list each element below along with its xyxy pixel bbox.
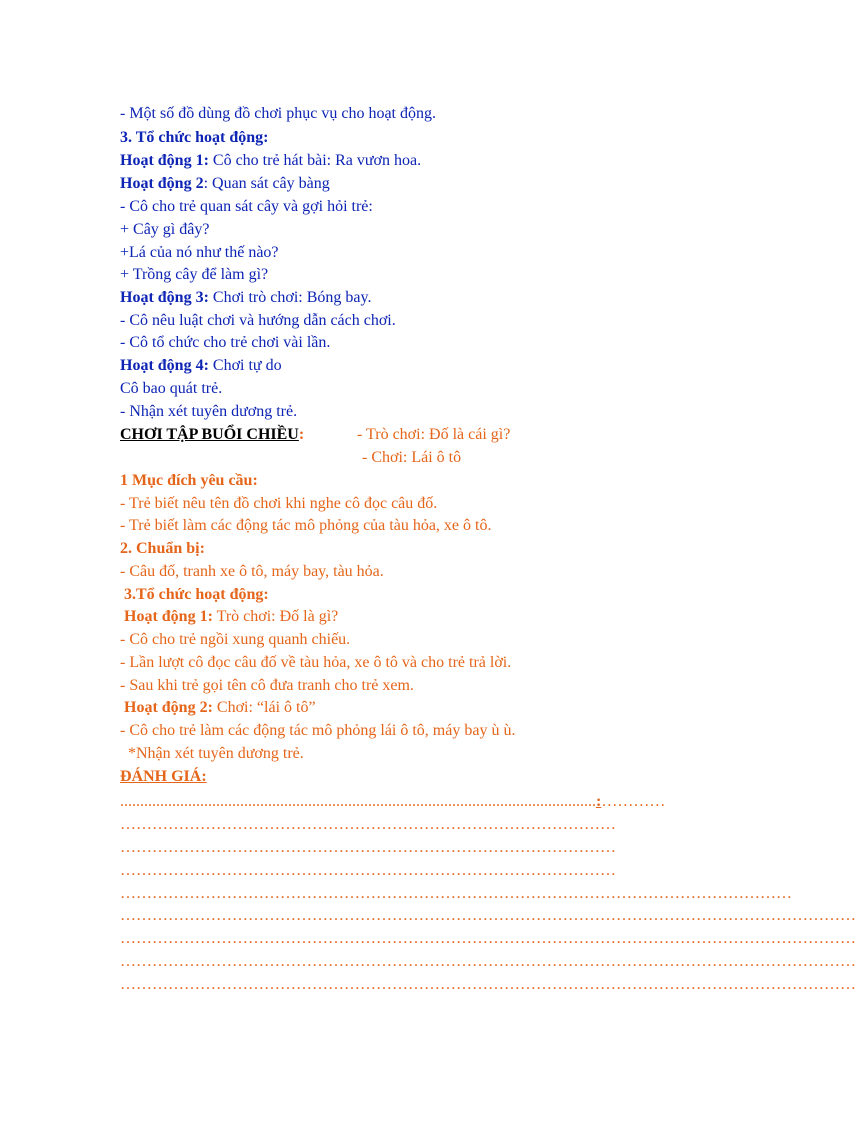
afternoon-title: CHƠI TẬP BUỔI CHIỀU — [120, 426, 299, 443]
evaluation-dots: ………………………………………………………………………………… — [120, 862, 616, 879]
evaluation-dots: ………………………………………………………………………………………………………………………… — [120, 953, 856, 970]
question-1: + Cây gì đây? — [120, 221, 210, 238]
pm-line-pictures: - Sau khi trẻ gọi tên cô đưa tranh cho trẻ xem. — [120, 677, 414, 694]
evaluation-dots: ………………………………………………………………………………… — [120, 839, 616, 856]
organize-heading: 3.Tổ chức hoạt động: — [124, 586, 269, 603]
play-line: - Cô tổ chức cho trẻ chơi vài lần. — [120, 334, 331, 351]
evaluation-dots: ……………………………………………………………………………………………………………… — [120, 885, 792, 902]
activity-3-text: Chơi trò chơi: Bóng bay. — [208, 289, 372, 306]
pm-activity-1-line — [124, 607, 338, 627]
activity-3-label: Hoạt động 3: — [120, 289, 209, 306]
activity-2-line — [120, 174, 330, 194]
activity-4-line — [120, 356, 282, 376]
pm-activity-2-label: Hoạt động 2: — [124, 699, 213, 716]
evaluation-mark: : — [596, 793, 602, 810]
evaluation-dots: ………………………………………………………………………………………………………………………… — [120, 930, 856, 947]
afternoon-game-2: - Chơi: Lái ô tô — [362, 449, 462, 466]
question-2: +Lá của nó như thế nào? — [120, 244, 279, 261]
activity-4-label: Hoạt động 4: — [120, 357, 209, 374]
evaluation-line-1 — [120, 792, 696, 812]
section-heading-organize: 3. Tổ chức hoạt động: — [120, 129, 269, 146]
pm-line-sit: - Cô cho trẻ ngồi xung quanh chiếu. — [120, 631, 351, 648]
afternoon-game-1: - Trò chơi: Đố là cái gì? — [357, 426, 511, 443]
evaluation-title: ĐÁNH GIÁ: — [120, 768, 207, 785]
pm-activity-1-label: Hoạt động 1: — [124, 608, 213, 625]
pm-line-riddles: - Lần lượt cô đọc câu đố về tàu hỏa, xe ô tô và cho trẻ trả lời. — [120, 654, 512, 671]
evaluation-dots-tail: ………… — [601, 793, 666, 810]
afternoon-colon: : — [298, 426, 305, 443]
pm-activity-1-text: Trò chơi: Đố là gì? — [212, 608, 339, 625]
pm-activity-2-text: Chơi: “lái ô tô” — [212, 699, 316, 716]
activity-2-label: Hoạt động 2 — [120, 175, 204, 192]
pm-line-mimic: - Cô cho trẻ làm các động tác mô phỏng lái ô tô, máy bay ù ù. — [120, 722, 516, 739]
evaluation-dots: ………………………………………………………………………………………………………………………… — [120, 976, 856, 993]
prepare-heading: 2. Chuẩn bị: — [120, 540, 205, 557]
observe-line: - Cô cho trẻ quan sát cây và gợi hỏi trẻ: — [120, 198, 373, 215]
materials-line: - Một số đồ dùng đồ chơi phục vụ cho hoạt động. — [120, 105, 436, 122]
goal-line-1: - Trẻ biết nêu tên đồ chơi khi nghe cô đọc câu đố. — [120, 495, 438, 512]
afternoon-heading — [120, 425, 304, 445]
question-3: + Trồng cây để làm gì? — [120, 266, 269, 283]
goal-heading: 1 Mục đích yêu cầu: — [120, 472, 258, 489]
goal-line-2: - Trẻ biết làm các động tác mô phỏng của tàu hỏa, xe ô tô. — [120, 517, 492, 534]
evaluation-dots-lead: ....................................................................................................................... — [120, 793, 596, 810]
evaluation-dots: ………………………………………………………………………………… — [120, 816, 616, 833]
activity-1-label: Hoạt động 1: — [120, 152, 209, 169]
praise-line: - Nhận xét tuyên dương trẻ. — [120, 403, 298, 420]
evaluation-dots: ………………………………………………………………………………………………………………………… — [120, 907, 856, 924]
activity-1-text: Cô cho trẻ hát bài: Ra vươn hoa. — [208, 152, 422, 169]
rules-line: - Cô nêu luật chơi và hướng dẫn cách chơi. — [120, 312, 396, 329]
pm-activity-2-line — [124, 698, 316, 718]
supervise-line: Cô bao quát trẻ. — [120, 380, 223, 397]
activity-4-text: Chơi tự do — [208, 357, 282, 374]
pm-line-praise: *Nhận xét tuyên dương trẻ. — [128, 745, 304, 762]
prepare-line: - Câu đố, tranh xe ô tô, máy bay, tàu hỏa. — [120, 563, 384, 580]
activity-3-line — [120, 288, 371, 308]
activity-1-line — [120, 151, 421, 171]
activity-2-text: : Quan sát cây bàng — [203, 175, 330, 192]
